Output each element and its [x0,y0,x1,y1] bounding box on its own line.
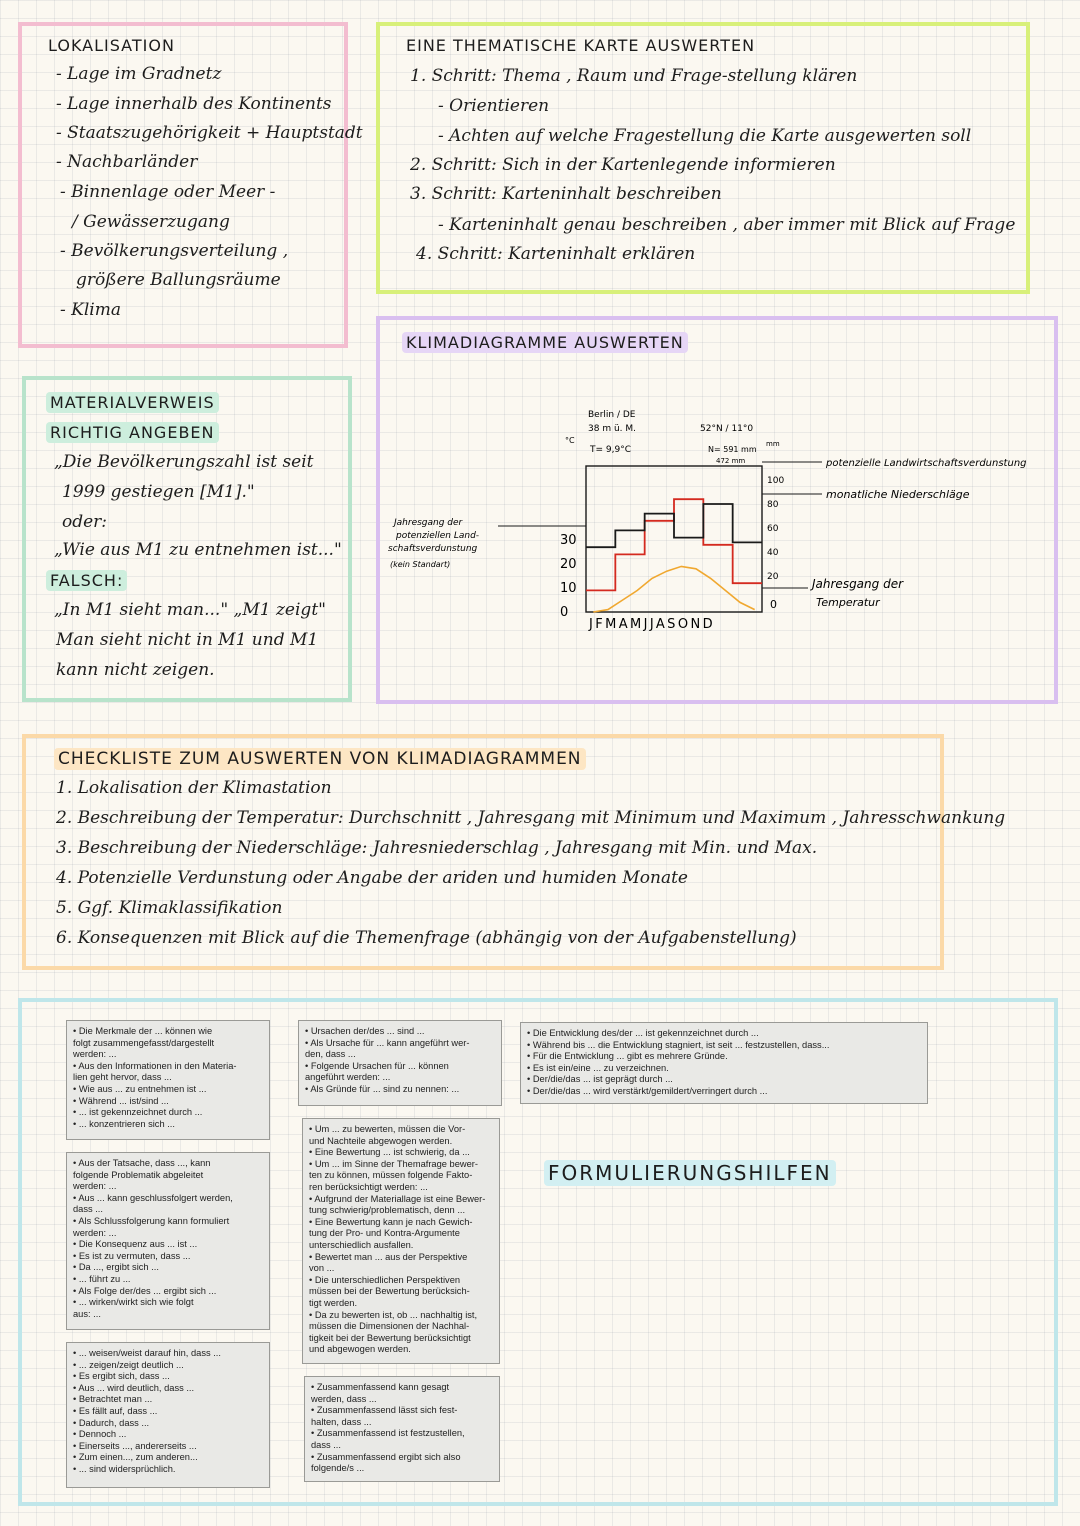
annotation-pot-left: potenziellen Land- [396,531,480,541]
formulierung-title: FORMULIERUNGSHILFEN [544,1160,836,1186]
lokalisation-box [18,22,363,348]
temp-tick-label: 10 [560,581,577,596]
chart-coords: 52°N / 11°0 [700,424,754,434]
lokalisation-item: - Binnenlage oder Meer - [60,182,276,202]
klima-title: KLIMADIAGRAMME AUSWERTEN [402,332,688,353]
karte-item: 4. Schritt: Karteninhalt erklären [416,244,696,264]
precip-tick-label: 20 [767,572,779,582]
checkliste-item: 1. Lokalisation der Klimastation [56,778,332,798]
karte-item: 1. Schritt: Thema , Raum und Frage-stellung klären [410,66,858,86]
materialverweis-box [22,376,352,702]
klimadiagramme-box [376,316,1058,704]
thematische-karte-box [376,22,1030,294]
slip-bewerten: • Um ... zu bewerten, müssen die Vor- und Nachteile abgewogen werden. • Eine Bewertung ... ist schwierig, da ... • Um ... im Sinne der Themafrage bewer- ten zu können, müssen folgende Fakto- ren berücksichtigt werden: ... • Aufgrund der Materiallage ist eine Bewer- tung schwierig/problematisch, denn ... • Eine Bewertung kann je nach Gewich- tung der Pro- und Kontra-Argumente unterschiedlich ausfallen. • Bewertet man ... aus der Perspektive von ... • Die unterschiedlichen Perspektiven müssen bei der Bewertung berücksich- tigt werden. • Da zu bewerten ist, ob ... nachhaltig ist, müssen die Dimensionen der Nachhal- tigkeit bei der Bewertung berücksichtigt und abgewogen werden. [302,1118,500,1364]
chart-height: 38 m ü. M. [588,424,636,434]
temp-tick-label: 0 [560,605,569,620]
chart-unit-mm: mm [766,440,780,448]
temp-tick-label: 30 [560,533,577,548]
lokalisation-item: - Lage innerhalb des Kontinents [56,94,332,114]
annotation-pot-left: Jahresgang der [394,518,463,528]
chart-station: Berlin / DE [588,410,636,420]
lokalisation-item: größere Ballungsräume [76,270,281,290]
materialverweis-subtitle: RICHTIG ANGEBEN [46,422,219,443]
slip-ursachen: • Ursachen der/des ... sind ... • Als Ursache für ... kann angeführt wer- den, dass ... • Folgende Ursachen für ... können angeführt werden: ... • Als Gründe für ... sind zu nennen: ... [298,1020,502,1106]
precip-tick-label: 60 [767,524,779,534]
chart-months: JFMAMJJASOND [589,617,715,632]
karte-item: - Orientieren [438,96,550,116]
lokalisation-title: LOKALISATION [48,36,175,55]
checkliste-item: 3. Beschreibung der Niederschläge: Jahresniederschlag , Jahresgang mit Min. und Max. [56,838,818,858]
slip-zusammenfassend: • Zusammenfassend kann gesagt werden, dass ... • Zusammenfassend lässt sich fest- halten, dass ... • Zusammenfassend ist festzustellen, dass ... • Zusammenfassend ergibt sich also folgende/s ... [304,1376,500,1482]
materialverweis-title: MATERIALVERWEIS [46,392,219,413]
slip-schlussfolgern: • Aus der Tatsache, dass ..., kann folgende Problematik abgeleitet werden: ... • Aus ... kann geschlussfolgert werden, dass ... • Als Schlussfolgerung kann formuliert werden: ... • Die Konsequenz aus ... ist ... • Es ist zu vermuten, dass ... • Da ..., ergibt sich ... • ... führt zu ... • Als Folge der/des ... ergibt sich ... • ... wirken/wirkt sich wie folgt aus: ... [66,1152,270,1330]
slip-hinweisen: • ... weisen/weist darauf hin, dass ... • ... zeigen/zeigt deutlich ... • Es ergibt sich, dass ... • Aus ... wird deutlich, dass ... • Betrachtet man ... • Es fällt auf, dass ... • Dadurch, dass ... • Dennoch ... • Einerseits ..., andererseits ... • Zum einen..., zum anderen... • ... sind widersprüchlich. [66,1342,270,1488]
precip-tick-label: 100 [767,476,785,486]
materialverweis-line: „Wie aus M1 zu entnehmen ist..." [54,540,342,560]
annotation-pot-left: (kein Standart) [390,560,451,569]
karte-item: - Karteninhalt genau beschreiben , aber immer mit Blick auf Frage [438,215,1016,235]
materialverweis-line: kann nicht zeigen. [56,660,215,680]
precip-tick-label: 80 [767,500,779,510]
chart-precip-sum-2: 472 mm [716,457,746,465]
annotation-pot-right: potenzielle Landwirtschaftsverdunstung [826,458,1027,469]
materialverweis-line: „In M1 sieht man..." „M1 zeigt" [54,600,326,620]
lokalisation-item: - Staatszugehörigkeit + Hauptstadt [56,123,363,143]
lokalisation-item: - Klima [60,300,121,320]
checkliste-item: 4. Potenzielle Verdunstung oder Angabe der ariden und humiden Monate [56,868,688,888]
karte-item: 2. Schritt: Sich in der Kartenlegende informieren [410,155,836,175]
annotation-temp: Jahresgang der [812,577,904,591]
checkliste-item: 6. Konsequenzen mit Blick auf die Themenfrage (abhängig von der Aufgabenstellung) [56,928,797,948]
checkliste-box [22,734,1006,970]
precip-tick-label: 40 [767,548,779,558]
materialverweis-line: oder: [62,512,108,532]
lokalisation-item: - Lage im Gradnetz [56,64,222,84]
materialverweis-line: 1999 gestiegen [M1]." [62,482,255,502]
lokalisation-item: / Gewässerzugang [72,212,230,232]
lokalisation-item: - Nachbarländer [56,152,198,172]
karte-title: EINE THEMATISCHE KARTE AUSWERTEN [406,36,756,55]
materialverweis-line: „Die Bevölkerungszahl ist seit [54,452,314,472]
chart-unit-c: °C [565,436,575,445]
annotation-temp: Temperatur [816,596,880,609]
precip-tick-label: 0 [770,598,777,611]
lokalisation-item: - Bevölkerungsverteilung , [60,241,289,261]
slip-zusammenfassen: • Die Merkmale der ... können wie folgt zusammengefasst/dargestellt werden: ... • Aus den Informationen in den Materia- lien geht hervor, dass ... • Wie aus ... zu entnehmen ist ... • Während ... ist/sind ... • ... ist gekennzeichnet durch ... • ... konzentrieren sich ... [66,1020,270,1140]
annotation-pot-left: schaftsverdunstung [388,544,478,554]
checkliste-title: CHECKLISTE ZUM AUSWERTEN VON KLIMADIAGRAMMEN [54,748,586,770]
chart-precip-sum: N= 591 mm [708,445,757,454]
chart-temp-mean: T= 9,9°C [590,445,631,455]
checkliste-item: 2. Beschreibung der Temperatur: Durchschnitt , Jahresgang mit Minimum und Maximum , Jahresschwankung [56,808,1006,828]
karte-item: - Achten auf welche Fragestellung die Karte ausgewerten soll [438,126,972,146]
checkliste-item: 5. Ggf. Klimaklassifikation [56,898,283,918]
falsch-label: FALSCH: [46,570,127,591]
annotation-nieder: monatliche Niederschläge [826,488,970,501]
temp-tick-label: 20 [560,557,577,572]
materialverweis-line: Man sieht nicht in M1 und M1 [56,630,319,650]
karte-item: 3. Schritt: Karteninhalt beschreiben [410,184,722,204]
slip-entwicklung: • Die Entwicklung des/der ... ist gekennzeichnet durch ... • Während bis ... die Entwicklung stagniert, ist seit ... festzustellen, dass... • Für die Entwicklung ... gibt es mehrere Gründe. • Es ist ein/eine ... zu verzeichnen. • Der/die/das ... ist geprägt durch ... • Der/die/das ... wird verstärkt/gemildert/verringert durch ... [520,1022,928,1104]
